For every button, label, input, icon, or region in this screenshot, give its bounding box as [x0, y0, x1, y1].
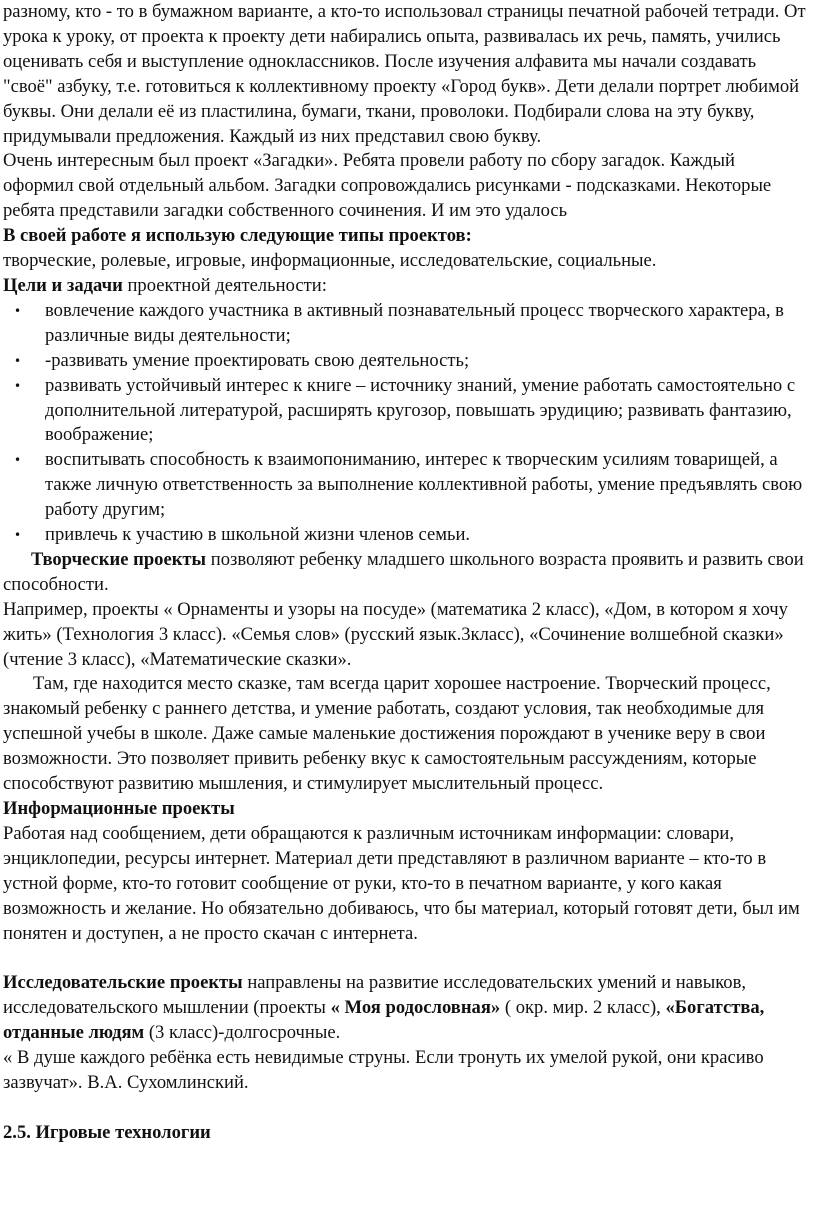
info-projects-heading-text: Информационные проекты: [3, 798, 235, 819]
goals-heading-bold: Цели и задачи: [3, 274, 123, 296]
research-text-1: направлены на развитие исследовательских умений и навыков, исследовательского мышлении (проекты: [3, 972, 747, 1019]
paragraph-examples: Например, проекты « Орнаменты и узоры на посуде» (математика 2 класс), «Дом, в котором я хочу жить» (Технология 3 класс). «Семья слов» (русский язык.3класс), «Сочинение волшебной сказки» (чтение 3 класс), «Математические сказки».: [3, 598, 788, 670]
creative-projects-text: позволяют ребенку младшего школьного возраста проявить и развить свои способности.: [3, 548, 804, 595]
project-types-heading-text: В своей работе я использую следующие типы проектов:: [3, 225, 472, 247]
quote-sukhomlinsky: « В душе каждого ребёнка есть невидимые струны. Если тронуть их умелой рукой, они красиво зазвучат». В.А. Сухомлинский.: [3, 1047, 764, 1093]
goals-heading: [3, 274, 807, 299]
section-heading-text: 2.5. Игровые технологии: [3, 1121, 211, 1143]
project-types-heading: [3, 224, 807, 249]
paragraph-intro: разному, кто - то в бумажном варианте, а кто-то использовал страницы печатной рабочей тетради. От урока к уроку, от проекта к проекту дети набирались опыта, развивалась их речь, память, учились оценивать себя и выступление одноклассников. После изучения алфавита мы начали создавать "своё" азбуку, т.е. готовиться к коллективному проекту «Город букв». Дети делали портрет любимой буквы. Они делали её из пластилина, бумаги, ткани, проволоки. Подбирали слова на эту букву, придумывали предложения. Каждый из них представил свою букву.: [3, 1, 806, 147]
list-item: • привлечь к участию в школьной жизни членов семьи.: [45, 523, 807, 548]
blank-line: [3, 1096, 807, 1121]
creative-projects-bold: Творческие проекты: [31, 548, 207, 570]
paragraph-fairy-tale: Там, где находится место сказке, там всегда царит хорошее настроение. Творческий процесс, знакомый ребенку с раннего детства, и умение работать, создают условия, так необходимые для успешной учебы в школе. Даже самые маленькие достижения порождают в ученике веру в свои возможности. Это позволяет привить ребенку вкус к самостоятельным рассуждениям, которые способствуют развитию мышления, и стимулирует мыслительный процесс.: [3, 673, 771, 795]
project-types-list: творческие, ролевые, игровые, информационные, исследовательские, социальные.: [3, 250, 657, 272]
research-bold-3: «Богатства, отданные людям: [3, 997, 765, 1044]
list-item: • вовлечение каждого участника в активный познавательный процесс творческого характера, в различные виды деятельности;: [45, 299, 807, 349]
blank-line: [3, 946, 807, 971]
research-text-3: (3 класс)-долгосрочные.: [144, 1022, 341, 1044]
paragraph-creative: [3, 548, 807, 598]
goals-list: [3, 299, 807, 548]
list-item: • воспитывать способность к взаимопониманию, интерес к творческим усилиям товарищей, а также личную ответственность за выполнение коллективной работы, умение предъявлять свою работу другим;: [45, 448, 807, 523]
list-item: • развивать устойчивый интерес к книге – источнику знаний, умение работать самостоятельно с дополнительной литературой, расширять кругозор, повышать эрудицию; развивать фантазию, воображение;: [45, 374, 807, 449]
goals-heading-rest: проектной деятельности:: [122, 274, 327, 296]
research-bold-1: Исследовательские проекты: [3, 972, 243, 994]
research-text-2: ( окр. мир. 2 класс),: [500, 997, 666, 1019]
section-heading-game-tech: [3, 1121, 807, 1146]
paragraph-info-projects: Работая над сообщением, дети обращаются к различным источникам информации: словари, энциклопедии, ресурсы интернет. Материал дети представляют в различном варианте – кто-то в устной форме, кто-то готовит сообщение от руки, кто-то в печатном варианте, у кого какая возможность и желание. Но обязательно добиваюсь, что бы материал, который готовят дети, был им понятен и доступен, а не просто скачан с интернета.: [3, 822, 800, 944]
paragraph-riddles: Очень интересным был проект «Загадки». Ребята провели работу по сбору загадок. Каждый оформил свой отдельный альбом. Загадки сопровождались рисунками - подсказками. Некоторые ребята представили загадки собственного сочинения. И им это удалось: [3, 150, 772, 222]
paragraph-research: [3, 971, 807, 1046]
research-bold-2: « Моя родословная»: [330, 997, 501, 1019]
info-projects-heading: [3, 797, 807, 822]
list-item: • -развивать умение проектировать свою деятельность;: [45, 349, 807, 374]
